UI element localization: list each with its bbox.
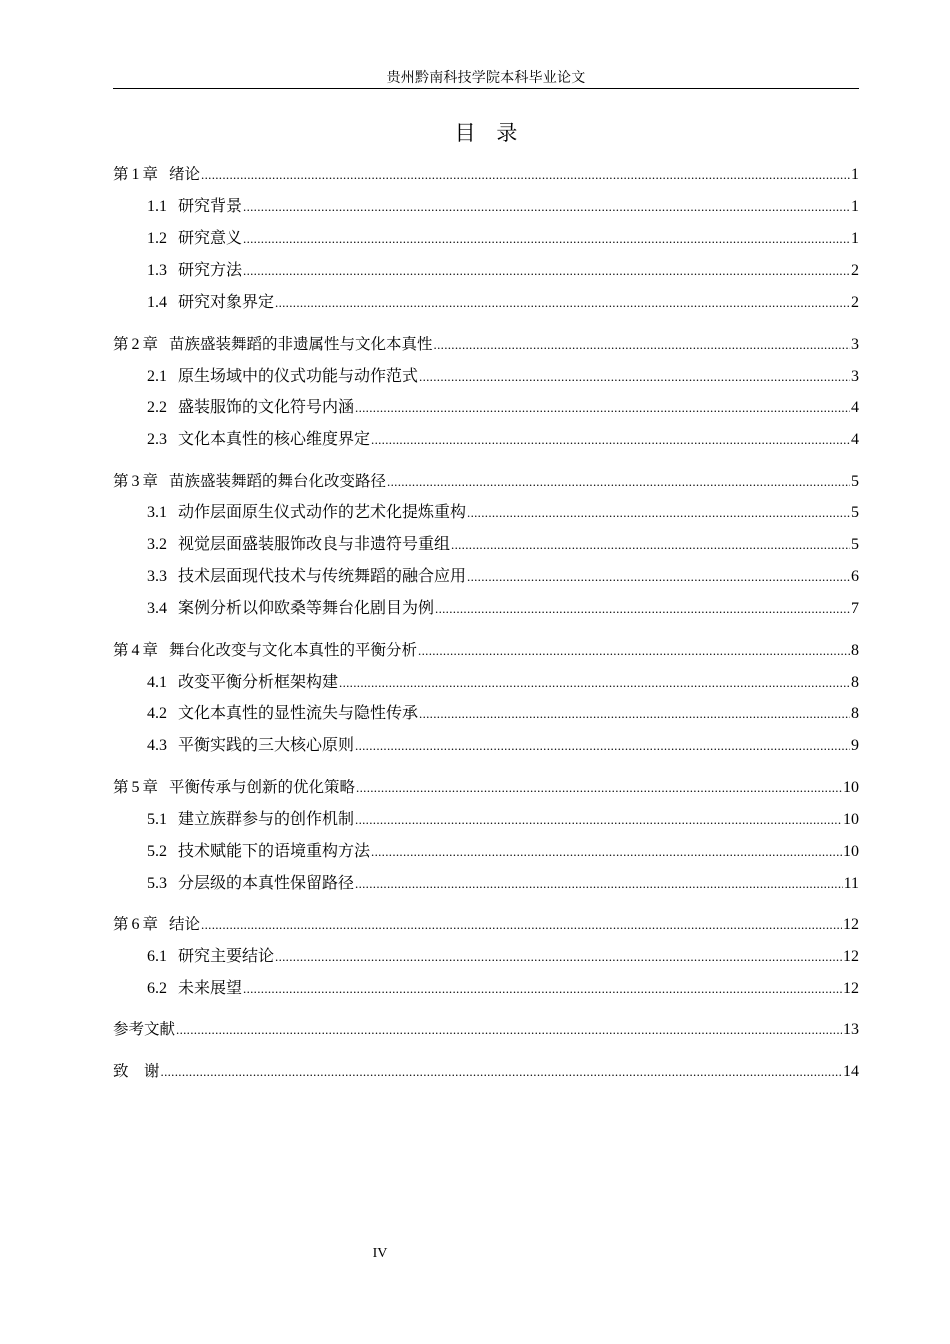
chapter-suffix: 章 [142, 778, 159, 796]
toc-entry-label: 研究主要结论 [178, 946, 275, 965]
toc-entry-number [113, 332, 158, 357]
toc-section-entry[interactable] [147, 839, 859, 863]
toc-entry-label: 平衡传承与创新的优化策略 [169, 778, 356, 796]
toc-section-entry[interactable] [147, 500, 859, 524]
toc-chapter-entry[interactable] [113, 332, 859, 356]
dot-leader [275, 945, 842, 969]
toc-entry-number: 6.2 [147, 980, 167, 997]
chapter-suffix: 章 [142, 472, 159, 490]
dot-leader [243, 259, 850, 283]
dot-leader [243, 227, 850, 251]
toc-section-entry[interactable] [147, 290, 859, 314]
toc-chapter-entry[interactable] [113, 1017, 859, 1041]
toc-entry-number [113, 638, 158, 663]
toc-entry-label: 盛装服饰的文化符号内涵 [178, 397, 355, 416]
toc-chapter-entry[interactable] [113, 638, 859, 662]
chapter-suffix: 章 [142, 641, 159, 659]
toc-entry-number: 2.2 [147, 399, 167, 416]
toc-entry-label: 文化本真性的核心维度界定 [178, 429, 371, 448]
toc-section-entry[interactable] [147, 258, 859, 282]
toc-section-entry[interactable] [147, 871, 859, 895]
chapter-numeral: 6 [131, 916, 140, 933]
toc-entry-page: 4 [851, 431, 859, 448]
chapter-prefix: 第 [113, 641, 129, 659]
toc-entry-label: 苗族盛装舞蹈的舞台化改变路径 [169, 472, 387, 490]
dot-leader [467, 501, 850, 525]
dot-leader [355, 396, 850, 420]
toc-entry-number: 3.1 [147, 504, 167, 521]
toc-entry-number: 3.2 [147, 536, 167, 553]
toc-entry-page: 2 [851, 262, 859, 279]
chapter-prefix: 第 [113, 335, 129, 353]
dot-leader [467, 565, 850, 589]
toc-entry-number: 5.1 [147, 811, 167, 828]
toc-section-entry[interactable] [147, 701, 859, 725]
toc-entry-label: 视觉层面盛装服饰改良与非遗符号重组 [178, 534, 451, 553]
chapter-numeral: 2 [131, 336, 140, 353]
toc-chapter-entry[interactable] [113, 775, 859, 799]
chapter-prefix: 第 [113, 165, 129, 183]
toc-entry-label: 动作层面原生仪式动作的艺术化提炼重构 [178, 502, 467, 521]
toc-entry-page: 4 [851, 399, 859, 416]
toc-entry-label: 分层级的本真性保留路径 [178, 873, 355, 892]
toc-section-entry[interactable] [147, 427, 859, 451]
toc-entry-label: 技术赋能下的语境重构方法 [178, 841, 371, 860]
dot-leader [419, 365, 850, 389]
toc-entry-page: 5 [851, 536, 859, 553]
toc-entry-page: 1 [851, 230, 859, 247]
toc-entry-label: 未来展望 [178, 978, 243, 997]
toc-chapter-entry[interactable] [113, 469, 859, 493]
dot-leader [201, 913, 842, 937]
chapter-prefix: 第 [113, 472, 129, 490]
toc-section-entry[interactable] [147, 596, 859, 620]
toc-section-entry[interactable] [147, 532, 859, 556]
toc-entry-number: 1.4 [147, 294, 167, 311]
chapter-suffix: 章 [142, 165, 159, 183]
toc-section-entry[interactable] [147, 194, 859, 218]
dot-leader [371, 428, 850, 452]
toc-entry-label: 原生场域中的仪式功能与动作范式 [178, 366, 419, 385]
dot-leader [339, 671, 850, 695]
toc-entry-page: 8 [851, 674, 859, 691]
dot-leader [355, 872, 843, 896]
toc-entry-page: 1 [851, 198, 859, 215]
chapter-prefix: 第 [113, 778, 129, 796]
toc-entry-number: 3.3 [147, 568, 167, 585]
toc-section-entry[interactable] [147, 944, 859, 968]
dot-leader [434, 333, 850, 357]
toc-entry-page: 10 [843, 843, 859, 860]
dot-leader [355, 734, 850, 758]
dot-leader [201, 163, 850, 187]
toc-section-entry[interactable] [147, 976, 859, 1000]
dot-leader [161, 1060, 842, 1084]
toc-entry-number: 2.3 [147, 431, 167, 448]
toc-entry-page: 12 [843, 980, 859, 997]
chapter-numeral: 3 [131, 473, 140, 490]
toc-section-entry[interactable] [147, 733, 859, 757]
dot-leader [176, 1018, 842, 1042]
toc-entry-page: 3 [851, 368, 859, 385]
toc-entry-number: 3.4 [147, 600, 167, 617]
toc-entry-number: 4.3 [147, 737, 167, 754]
toc-entry-label: 结论 [169, 915, 201, 933]
toc-entry-page: 9 [851, 737, 859, 754]
chapter-numeral: 1 [131, 166, 140, 183]
toc-entry-page: 14 [843, 1063, 859, 1080]
dot-leader [275, 291, 850, 315]
chapter-prefix: 第 [113, 915, 129, 933]
toc-entry-number: 2.1 [147, 368, 167, 385]
toc-entry-page: 5 [851, 504, 859, 521]
toc-entry-label: 研究意义 [178, 228, 243, 247]
dot-leader [451, 533, 850, 557]
toc-entry-label: 研究背景 [178, 196, 243, 215]
toc-chapter-entry[interactable] [113, 162, 859, 186]
toc-entry-page: 6 [851, 568, 859, 585]
dot-leader [435, 597, 850, 621]
toc-title: 目 录 [454, 121, 518, 145]
toc-chapter-entry[interactable] [113, 912, 859, 936]
toc-entry-label: 研究方法 [178, 260, 243, 279]
toc-section-entry[interactable] [147, 564, 859, 588]
toc-entry-number: 1.3 [147, 262, 167, 279]
toc-entry-page: 12 [843, 916, 859, 933]
dot-leader [355, 808, 842, 832]
dot-leader [418, 639, 850, 663]
toc-entry-label: 研究对象界定 [178, 292, 275, 311]
toc-entry-label: 舞台化改变与文化本真性的平衡分析 [169, 641, 418, 659]
toc-section-entry[interactable] [147, 807, 859, 831]
dot-leader [371, 840, 842, 864]
toc-entry-number: 4.2 [147, 705, 167, 722]
toc-entry-label: 平衡实践的三大核心原则 [178, 735, 355, 754]
toc-entry-number [113, 912, 158, 937]
toc-entry-number: 5.3 [147, 875, 167, 892]
chapter-numeral: 5 [131, 779, 140, 796]
toc-entry-page: 7 [851, 600, 859, 617]
toc-entry-page: 1 [851, 166, 859, 183]
toc-entry-number [113, 469, 158, 494]
toc-entry-page: 2 [851, 294, 859, 311]
toc-entry-page: 11 [843, 875, 859, 892]
toc-entry-page: 10 [843, 779, 859, 796]
toc-entry-page: 13 [843, 1021, 859, 1038]
toc-entry-page: 8 [851, 642, 859, 659]
toc-entry-page: 12 [843, 948, 859, 965]
toc-entry-label: 绪论 [169, 165, 201, 183]
chapter-suffix: 章 [142, 335, 159, 353]
page-header: 贵州黔南科技学院本科毕业论文 [386, 70, 586, 86]
toc-entry-label: 参考文献 [113, 1020, 176, 1038]
chapter-numeral: 4 [131, 642, 140, 659]
toc-entry-number [113, 775, 158, 800]
toc-entry-number: 1.2 [147, 230, 167, 247]
page-number: IV [372, 1246, 388, 1261]
toc-entry-label: 技术层面现代技术与传统舞蹈的融合应用 [178, 566, 467, 585]
toc-section-entry[interactable] [147, 364, 859, 388]
chapter-suffix: 章 [142, 915, 159, 933]
toc-section-entry[interactable] [147, 670, 859, 694]
toc-entry-label: 案例分析以仰欧桑等舞台化剧目为例 [178, 598, 435, 617]
toc-entry-number: 4.1 [147, 674, 167, 691]
dot-leader [387, 470, 850, 494]
toc-entry-number: 1.1 [147, 198, 167, 215]
toc-entry-number: 5.2 [147, 843, 167, 860]
toc-section-entry[interactable] [147, 395, 859, 419]
toc-entry-label: 文化本真性的显性流失与隐性传承 [178, 703, 419, 722]
toc-entry-label: 建立族群参与的创作机制 [178, 809, 355, 828]
toc-entry-page: 3 [851, 336, 859, 353]
toc-entry-page: 5 [851, 473, 859, 490]
dot-leader [243, 195, 850, 219]
toc-entry-page: 10 [843, 811, 859, 828]
toc-entry-page: 8 [851, 705, 859, 722]
toc-entry-label: 致 谢 [113, 1062, 160, 1080]
dot-leader [419, 702, 850, 726]
toc-entry-number [113, 162, 158, 187]
toc-entry-label: 苗族盛装舞蹈的非遗属性与文化本真性 [169, 335, 433, 353]
dot-leader [243, 977, 842, 1001]
toc-chapter-entry[interactable] [113, 1059, 859, 1083]
dot-leader [356, 776, 842, 800]
toc-entry-number: 6.1 [147, 948, 167, 965]
toc-section-entry[interactable] [147, 226, 859, 250]
toc-entry-label: 改变平衡分析框架构建 [178, 672, 339, 691]
